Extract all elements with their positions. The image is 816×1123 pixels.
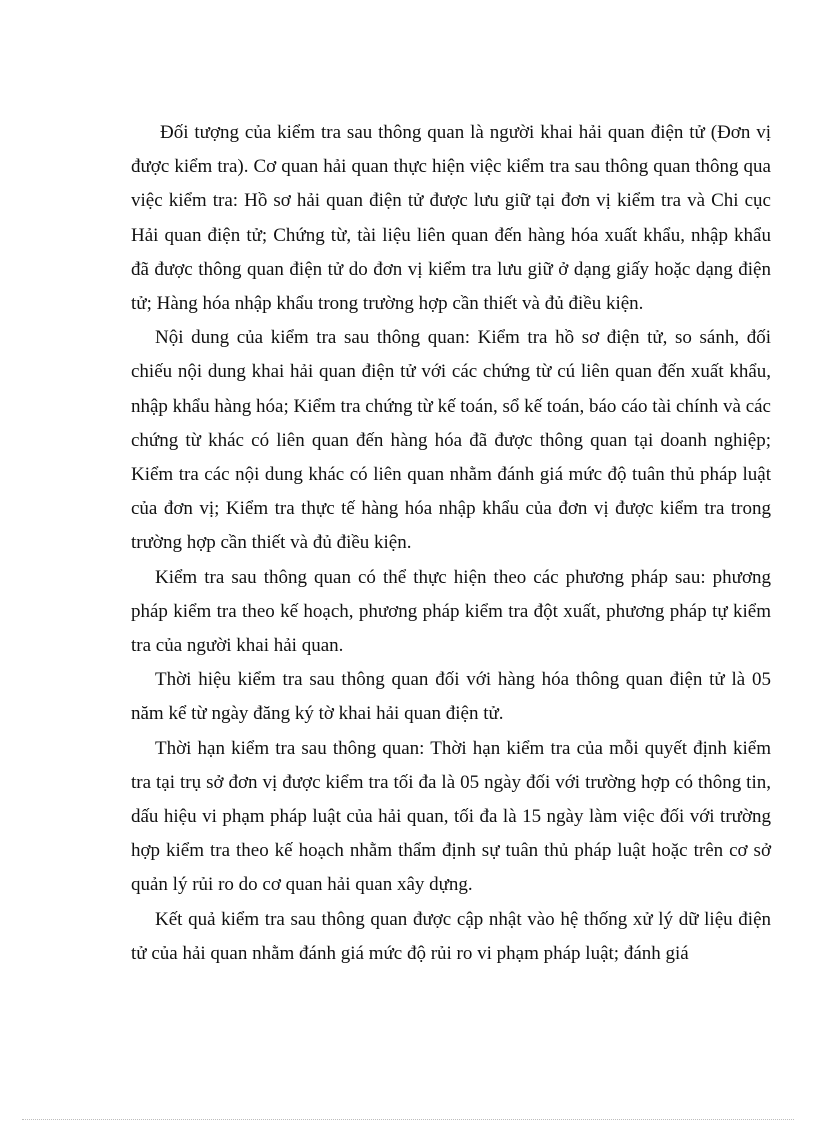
paragraph-audit-results: Kết quả kiểm tra sau thông quan được cập nhật vào hệ thống xử lý dữ liệu điện tử của hải quan nhằm đánh giá mức độ rủi ro vi phạm pháp luật; đánh giá — [131, 908, 771, 964]
paragraph-audit-subject: Đối tượng của kiểm tra sau thông quan là người khai hải quan điện tử (Đơn vị được kiểm tra). Cơ quan hải quan thực hiện việc kiểm tra sau thông quan thông qua việc kiểm tra: Hồ sơ hải quan điện tử được lưu giữ tại đơn vị kiểm tra và Chi cục Hải quan điện tử; Chứng từ, tài liệu liên quan đến hàng hóa xuất khẩu, nhập khẩu đã được thông quan điện tử do đơn vị kiểm tra lưu giữ ở dạng giấy hoặc dạng điện tử; Hàng hóa nhập khẩu trong trường hợp cần thiết và đủ điều kiện. — [131, 122, 771, 315]
body-text — [131, 116, 771, 971]
paragraph-statute-of-limitations: Thời hiệu kiểm tra sau thông quan đối với hàng hóa thông quan điện tử là 05 năm kể từ ngày đăng ký tờ khai hải quan điện tử. — [131, 669, 771, 725]
paragraph-audit-duration: Thời hạn kiểm tra sau thông quan: Thời hạn kiểm tra của mỗi quyết định kiểm tra tại trụ sở đơn vị được kiểm tra tối đa là 05 ngày đối với trường hợp có thông tin, dấu hiệu vi phạm pháp luật của hải quan, tối đa là 15 ngày làm việc đối với trường hợp kiểm tra theo kế hoạch nhằm thẩm định sự tuân thủ pháp luật hoặc trên cơ sở quản lý rủi ro do cơ quan hải quan xây dựng. — [131, 737, 771, 896]
page-bottom-divider — [22, 1119, 794, 1120]
paragraph-audit-content: Nội dung của kiểm tra sau thông quan: Kiểm tra hồ sơ điện tử, so sánh, đối chiếu nội dung khai hải quan điện tử với các chứng từ cú liên quan đến xuất khẩu, nhập khẩu hàng hóa; Kiểm tra chứng từ kế toán, sổ kế toán, báo cáo tài chính và các chứng từ khác có liên quan đến hàng hóa đã được thông quan tại doanh nghiệp; Kiểm tra các nội dung khác có liên quan nhằm đánh giá mức độ tuân thủ pháp luật của đơn vị; Kiểm tra thực tế hàng hóa nhập khẩu của đơn vị được kiểm tra trong trường hợp cần thiết và đủ điều kiện. — [131, 327, 771, 554]
paragraph-audit-methods: Kiểm tra sau thông quan có thể thực hiện theo các phương pháp sau: phương pháp kiểm tra theo kế hoạch, phương pháp kiểm tra đột xuất, phương pháp tự kiểm tra của người khai hải quan. — [131, 566, 771, 657]
